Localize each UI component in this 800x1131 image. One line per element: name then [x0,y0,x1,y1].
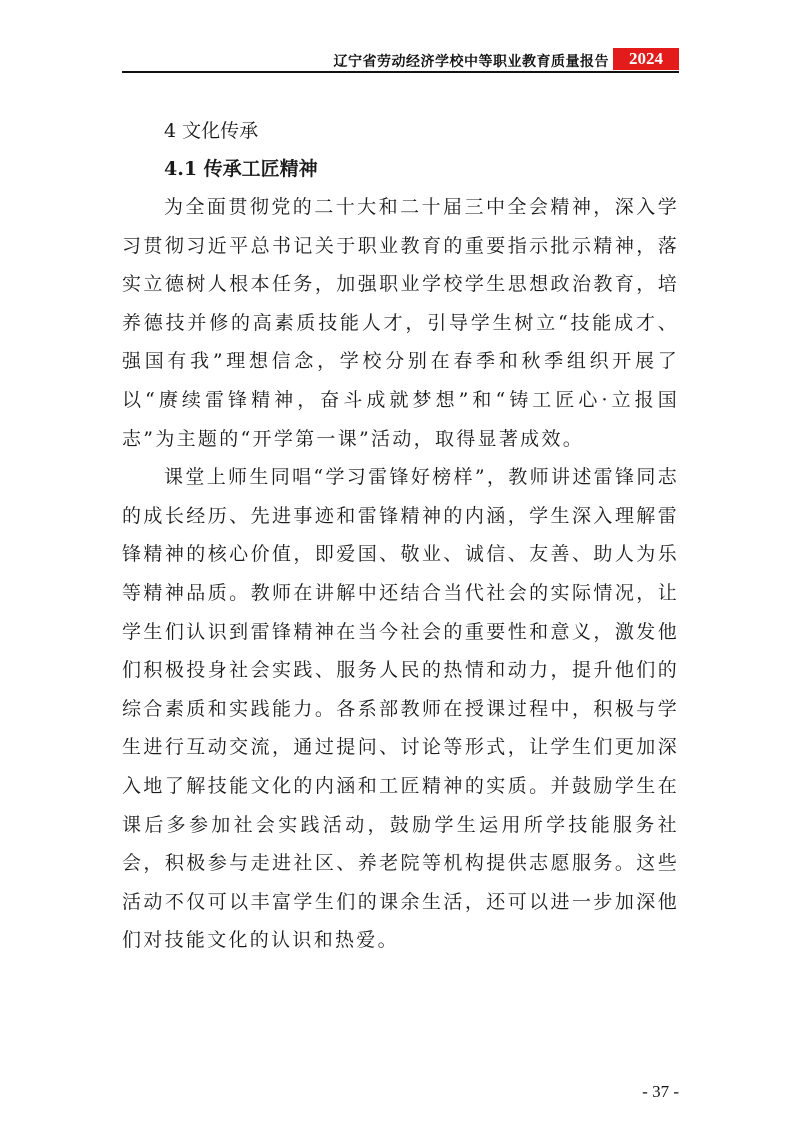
subsection-heading: 4.1 传承工匠精神 [164,158,318,180]
page-number: - 37 - [642,1082,679,1101]
header-divider [122,71,679,73]
report-title: 辽宁省劳动经济学校中等职业教育质量报告 [333,54,609,70]
paragraph: 课堂上师生同唱“学习雷锋好榜样”，教师讲述雷锋同志的成长经历、先进事迹和雷锋精神的内涵，学生深入理解雷锋精神的核心价值，即爱国、敬业、诚信、友善、助人为乐等精神品质。教师在讲解中还结合当代社会的实际情况，让学生们认识到雷锋精神在当今社会的重要性和意义，激发他们积极投身社会实践、服务人民的热情和动力，提升他们的综合素质和实践能力。各系部教师在授课过程中，积极与学生进行互动交流，通过提问、讨论等形式，让学生们更加深入地了解技能文化的内涵和工匠精神的实质。并鼓励学生在课后多参加社会实践活动，鼓励学生运用所学技能服务社会，积极参与走进社区、养老院等机构提供志愿服务。这些活动不仅可以丰富学生们的课余生活，还可以进一步加深他们对技能文化的认识和热爱。 [122,466,679,952]
paragraph: 为全面贯彻党的二十大和二十届三中全会精神，深入学习贯彻习近平总书记关于职业教育的重要指示批示精神，落实立德树人根本任务，加强职业学校学生思想政治教育，培养德技并修的高素质技能人才，引导学生树立“技能成才、强国有我”理想信念，学校分别在春季和秋季组织开展了以“赓续雷锋精神，奋斗成就梦想”和“铸工匠心·立报国志”为主题的“开学第一课”活动，取得显著成效。 [122,196,679,450]
section-heading: 4 文化传承 [164,120,259,142]
main-content [122,112,679,960]
page-header [122,48,679,70]
year-badge: 2024 [613,48,679,70]
